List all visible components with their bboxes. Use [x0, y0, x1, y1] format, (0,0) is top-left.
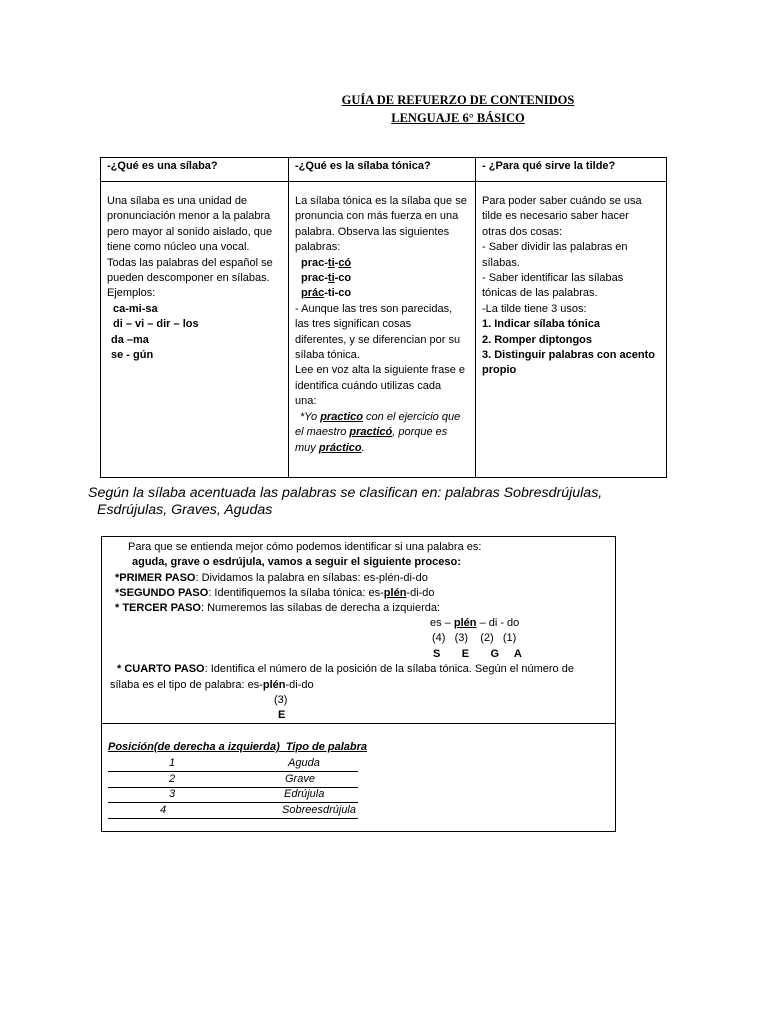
text-line: palabras:	[295, 241, 341, 254]
text-line: sílabas.	[482, 256, 520, 269]
page-subtitle: LENGUAJE 6° BÁSICO	[391, 111, 525, 125]
step-text: sílaba es el tipo de palabra: es-	[110, 679, 263, 691]
tonic-syllable: plén	[262, 679, 286, 691]
row-position: 2	[169, 773, 176, 785]
header-position: Posición(de derecha a izquierda)	[108, 741, 280, 753]
col2-body	[289, 182, 476, 478]
row-type: Grave	[285, 773, 315, 785]
table-row-rule	[108, 771, 358, 772]
tilde-use: 1. Indicar sílaba tónica	[482, 318, 600, 331]
process-intro: aguda, grave o esdrújula, vamos a seguir el siguiente proceso:	[132, 556, 461, 568]
text-line: Ejemplos:	[107, 287, 156, 300]
text-line: pueden descomponer en sílabas.	[107, 272, 270, 285]
text-line: pero mayor al sonido aislado, que	[107, 225, 273, 238]
text-line: - Aunque las tres son parecidas,	[295, 302, 453, 315]
step-4-line2	[110, 679, 314, 691]
text-line: Una sílaba es una unidad de	[107, 195, 248, 207]
process-intro: Para que se entienda mejor cómo podemos identificar si una palabra es:	[128, 541, 482, 553]
col1-body	[101, 182, 289, 478]
table-row-rule	[108, 818, 358, 819]
col1-header	[101, 158, 289, 182]
text-line: otras dos cosas:	[482, 225, 563, 238]
phrase-part: el maestro	[295, 426, 350, 439]
text-line: identifica cuándo utilizas cada	[295, 379, 442, 392]
step-label: * TERCER PASO	[115, 602, 201, 614]
step-2	[115, 587, 435, 599]
step-label: *PRIMER PASO	[115, 572, 196, 584]
sentence-line: Según la sílaba acentuada las palabras se clasifican en: palabras Sobresdrújulas,	[88, 485, 603, 501]
step-label: *SEGUNDO PASO	[115, 587, 209, 599]
concepts-header-row	[101, 158, 667, 182]
text-line: una:	[295, 395, 317, 408]
syllable-letters: S E G A	[433, 648, 522, 660]
text-line: palabra. Observa las siguientes	[295, 225, 450, 238]
syllable-split	[430, 617, 519, 629]
text-line: Lee en voz alta la siguiente frase e	[295, 364, 466, 377]
question-tilde: - ¿Para qué sirve la tilde?	[482, 160, 616, 172]
syllable: es –	[430, 617, 451, 629]
tonic-syllable: plén	[453, 617, 477, 629]
example-phrase-line	[295, 441, 469, 456]
concepts-table	[100, 157, 667, 478]
word-part: -	[334, 256, 339, 269]
step-4	[117, 663, 574, 675]
position-number: (3)	[274, 694, 288, 706]
word-part: prac-	[301, 256, 328, 269]
tilde-use: 3. Distinguir palabras con acento	[482, 349, 655, 362]
step-text: -di-do	[406, 587, 435, 599]
phrase-part: , porque es	[392, 426, 448, 439]
syllable-numbers: (4) (3) (2) (1)	[432, 632, 517, 644]
example-word: se - gún	[111, 349, 154, 362]
text-line: -La tilde tiene 3 usos:	[482, 302, 587, 315]
example-word-practico-grave	[295, 271, 469, 286]
question-syllable: -¿Qué es una sílaba?	[107, 160, 218, 172]
tonic-syllable: plén	[383, 587, 407, 599]
word-part: ti	[327, 256, 335, 269]
phrase-keyword: práctico	[318, 441, 362, 454]
text-line: pronuncia con más fuerza en una	[295, 210, 459, 223]
phrase-part: con el ejercicio que	[362, 410, 461, 423]
header-type: Tipo de palabra	[285, 741, 367, 753]
phrase-part: .	[361, 441, 365, 454]
classification-header	[108, 741, 367, 753]
text-line: Todas las palabras del español se	[107, 256, 273, 269]
tilde-use: propio	[482, 364, 517, 377]
step-text: -di-do	[285, 679, 314, 691]
phrase-keyword: practico	[320, 410, 363, 423]
example-word: da –ma	[111, 333, 149, 346]
text-line: - Saber dividir las palabras en	[482, 241, 628, 254]
text-line: sílaba tónica.	[295, 349, 360, 362]
phrase-part: muy	[295, 441, 319, 454]
row-position: 3	[169, 788, 176, 800]
row-type: Aguda	[288, 757, 320, 769]
question-tonic: -¿Qué es la sílaba tónica?	[295, 160, 431, 172]
col2-header	[289, 158, 476, 182]
row-type: Sobreesdrújula	[282, 804, 356, 816]
text-line: las tres significan cosas	[295, 318, 412, 331]
tonic-syllable: ti	[327, 272, 335, 285]
classification-box	[101, 722, 616, 832]
row-type: Edrújula	[284, 788, 325, 800]
tonic-syllable: prác	[301, 287, 325, 300]
text-line: tónicas de las palabras.	[482, 287, 598, 300]
word-part: -co	[334, 272, 352, 285]
step-text: : Identifica el número de la posición de la sílaba tónica. Según el número de	[204, 663, 574, 675]
tonic-syllable: có	[338, 256, 352, 269]
text-line: tilde es necesario saber hacer	[482, 210, 629, 223]
row-position: 4	[160, 804, 167, 816]
process-box	[101, 536, 616, 724]
tilde-use: 2. Romper diptongos	[482, 333, 592, 346]
phrase-part: *Yo	[300, 410, 321, 423]
text-line: - Saber identificar las sílabas	[482, 272, 624, 285]
step-text: : Dividamos la palabra en sílabas: es-plén-di-do	[195, 572, 428, 584]
step-1	[115, 572, 428, 584]
text-line: diferentes, y se diferencian por su	[295, 333, 461, 346]
step-label: * CUARTO PASO	[117, 663, 205, 675]
col3-body	[476, 182, 667, 478]
text-line: tiene como núcleo una vocal.	[107, 241, 250, 254]
classification-sentence	[88, 485, 688, 519]
col3-header	[476, 158, 667, 182]
position-letter: E	[278, 709, 286, 721]
example-word: di – vi – dir – los	[113, 318, 199, 331]
example-phrase-line	[295, 410, 469, 425]
concepts-body-row	[101, 182, 667, 478]
phrase-keyword: practicó	[349, 426, 393, 439]
text-line: Para poder saber cuándo se usa	[482, 195, 642, 207]
word-part: prac-	[301, 272, 328, 285]
example-phrase-line	[295, 425, 469, 440]
row-position: 1	[169, 757, 176, 769]
example-word-practico-aguda	[295, 256, 469, 271]
example-word-practico-esdrujula	[295, 286, 469, 301]
word-part: -ti-co	[324, 287, 352, 300]
step-3	[115, 602, 440, 614]
step-text: : Numeremos las sílabas de derecha a izquierda:	[200, 602, 441, 614]
step-text: : Identifiquemos la sílaba tónica: es-	[208, 587, 384, 599]
syllable: – di - do	[479, 617, 520, 629]
page-title: GUÍA DE REFUERZO DE CONTENIDOS	[341, 93, 575, 107]
table-row-rule	[108, 802, 358, 803]
text-line: pronunciación menor a la palabra	[107, 210, 271, 223]
sentence-line: Esdrújulas, Graves, Agudas	[97, 502, 273, 518]
text-line: La sílaba tónica es la sílaba que se	[295, 195, 467, 207]
example-word: ca-mi-sa	[113, 302, 158, 315]
